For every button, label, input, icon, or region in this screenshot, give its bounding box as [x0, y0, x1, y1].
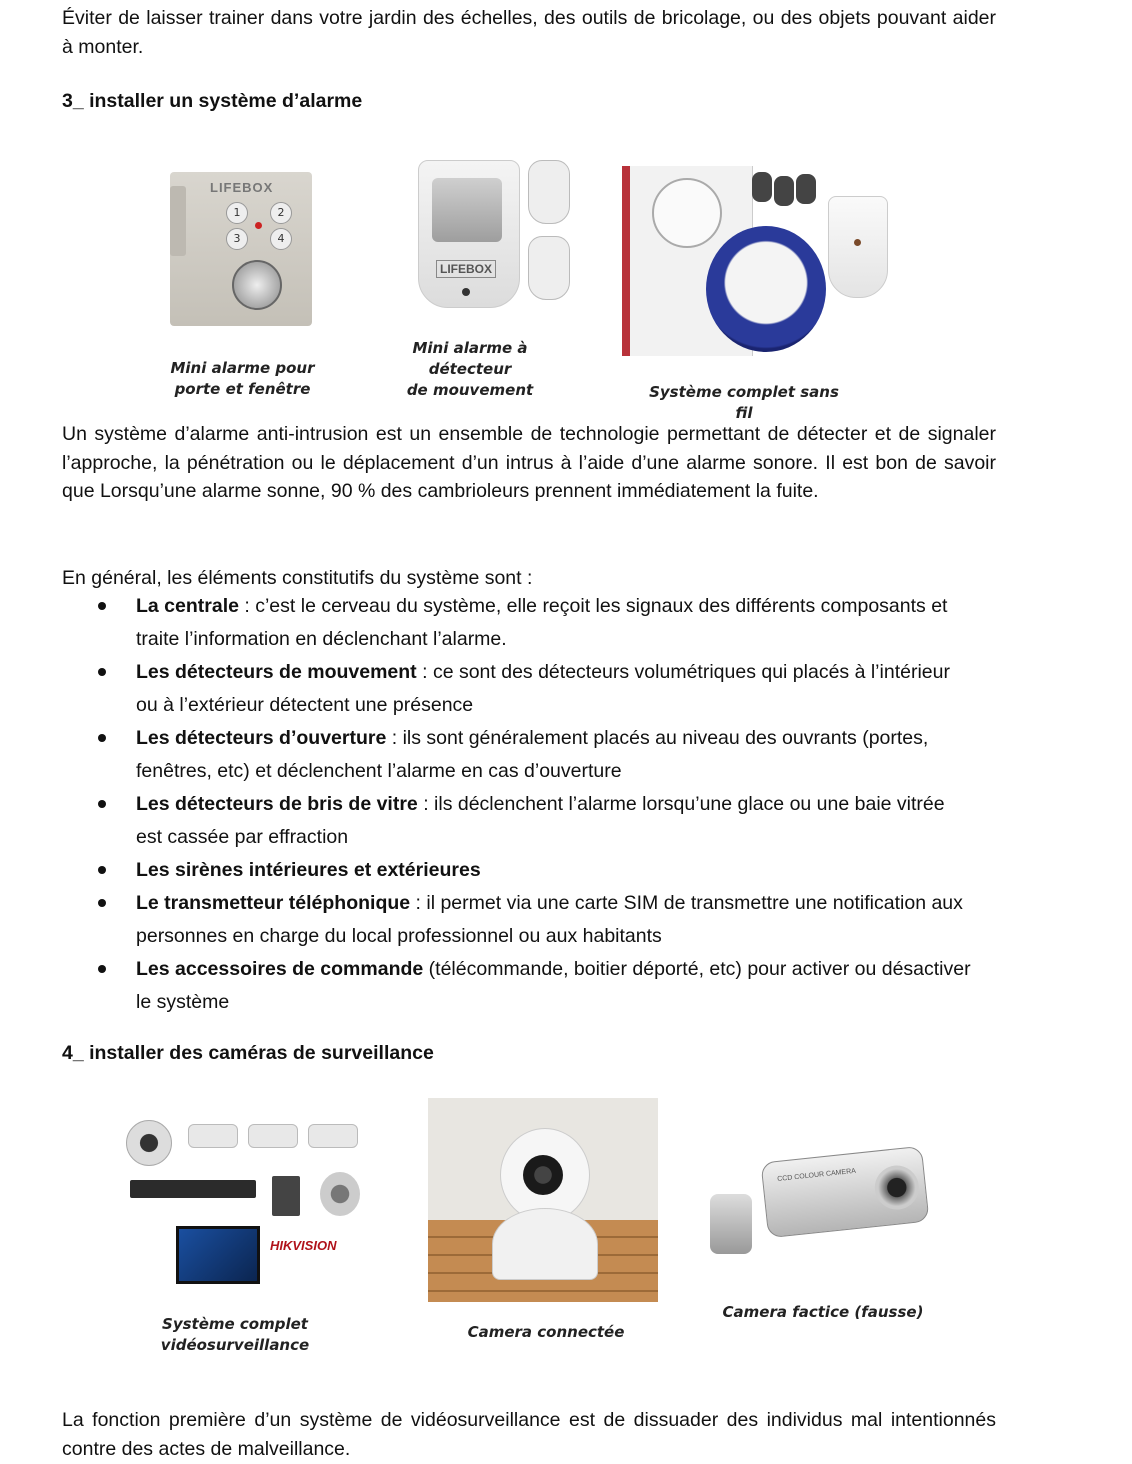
- alarm-description-paragraph: Un système d’alarme anti-intrusion est un ensemble de technologie permettant de détecter et de signaler l’approche, la pénétration ou le déplacement d’un intrus à l’aide d’une alarme sonore. Il est bon de savoir que Lorsqu’une alarme sonne, 90 % des cambrioleurs prennent immédiatement la fuite.: [62, 423, 996, 502]
- mini-door-alarm-image: [170, 172, 312, 326]
- bullet-camera-icon: [188, 1124, 238, 1148]
- item-term: Les accessoires de commande: [136, 958, 424, 980]
- motion-detector-image: [418, 160, 518, 306]
- dummy-camera-image: [702, 1144, 932, 1290]
- dummy-camera-caption: Camera factice (fausse): [722, 1303, 924, 1321]
- caption-line: vidéosurveillance: [160, 1336, 310, 1354]
- wireless-system-caption: Système complet sans fil: [649, 383, 839, 422]
- hard-drive-icon: [272, 1176, 300, 1216]
- item-text: (télécommande, boitier déporté, etc) pour activer ou désactiver le système: [136, 958, 971, 1013]
- list-intro: En général, les éléments constitutifs du système sont :: [62, 567, 533, 589]
- key-fobs-icon: [752, 172, 822, 214]
- intro-paragraph: Éviter de laisser trainer dans votre jardin des échelles, des outils de bricolage, ou des objets pouvant aider à monter.: [62, 7, 996, 58]
- central-unit-icon: [706, 226, 826, 352]
- item-term: Les détecteurs d’ouverture: [136, 727, 387, 749]
- dome-camera-icon: [126, 1120, 172, 1166]
- keypad-key: 1: [226, 202, 248, 224]
- video-system-caption: [140, 1314, 330, 1356]
- remote-fob-icon: [528, 236, 570, 300]
- bullet-camera-icon: [308, 1124, 358, 1148]
- list-item: [62, 887, 996, 953]
- connected-camera-image: [428, 1098, 658, 1302]
- caption-line: Système complet: [162, 1315, 308, 1333]
- pir-sensor-icon: [828, 196, 888, 298]
- button-knob-icon: [232, 260, 282, 310]
- hikvision-logo: HIKVISION: [270, 1238, 337, 1253]
- mini-door-alarm-caption: [150, 358, 335, 400]
- list-item: [62, 953, 996, 1019]
- camera-housing-icon: [760, 1146, 929, 1239]
- item-text: : ce sont des détecteurs volumétriques qui placés à l’intérieur ou à l’extérieur détectent une présence: [136, 661, 950, 716]
- lifebox-logo: LIFEBOX: [210, 180, 274, 195]
- cable-reel-icon: [320, 1172, 360, 1216]
- caption-line: Mini alarme à détecteur: [412, 339, 528, 378]
- caption-line: de mouvement: [406, 381, 534, 399]
- item-text: : il permet via une carte SIM de transmettre une notification aux personnes en charge du local professionnel ou aux habitants: [136, 892, 963, 947]
- video-system-image: [124, 1116, 364, 1302]
- video-description-paragraph: La fonction première d’un système de vidéosurveillance est de dissuader des individus mal intentionnés contre des actes de malveillance.: [62, 1409, 996, 1460]
- section-4-heading: 4_ installer des caméras de surveillance: [62, 1042, 434, 1064]
- remote-fob-icon: [528, 160, 570, 224]
- item-text: : c’est le cerveau du système, elle reçoit les signaux des différents composants et traite l’information en déclenchant l’alarme.: [136, 595, 948, 650]
- caption-line: porte et fenêtre: [174, 380, 311, 398]
- item-term: Les détecteurs de bris de vitre: [136, 793, 418, 815]
- item-text: : ils sont généralement placés au niveau des ouvrants (portes, fenêtres, etc) et déclenchent l’alarme en cas d’ouverture: [136, 727, 929, 782]
- list-item: [62, 656, 996, 722]
- caption-line: Mini alarme pour: [170, 359, 315, 377]
- keypad-key: 3: [226, 228, 248, 250]
- recorder-icon: [130, 1180, 256, 1198]
- item-term: Le transmetteur téléphonique: [136, 892, 411, 914]
- monitor-icon: [176, 1226, 260, 1284]
- connected-camera-caption: Camera connectée: [467, 1323, 625, 1341]
- camera-mount-icon: [710, 1194, 752, 1254]
- motion-detector-caption: [370, 338, 570, 401]
- bullet-camera-icon: [248, 1124, 298, 1148]
- list-item: [62, 722, 996, 788]
- lifebox-logo: LIFEBOX: [436, 260, 496, 278]
- camera-label: CCD COLOUR CAMERA: [776, 1167, 857, 1183]
- keypad-key: 4: [270, 228, 292, 250]
- alarm-components-list: [62, 590, 996, 1019]
- list-item: [62, 590, 996, 656]
- list-item: [62, 788, 996, 854]
- item-term: Les sirènes intérieures et extérieures: [136, 859, 481, 881]
- item-term: La centrale: [136, 595, 239, 617]
- item-term: Les détecteurs de mouvement: [136, 661, 417, 683]
- section-3-heading: 3_ installer un système d’alarme: [62, 90, 363, 112]
- led-indicator: [255, 222, 262, 229]
- list-item: [62, 854, 996, 887]
- item-text: : ils déclenchent l’alarme lorsqu’une glace ou une baie vitrée est cassée par effraction: [136, 793, 945, 848]
- keypad-key: 2: [270, 202, 292, 224]
